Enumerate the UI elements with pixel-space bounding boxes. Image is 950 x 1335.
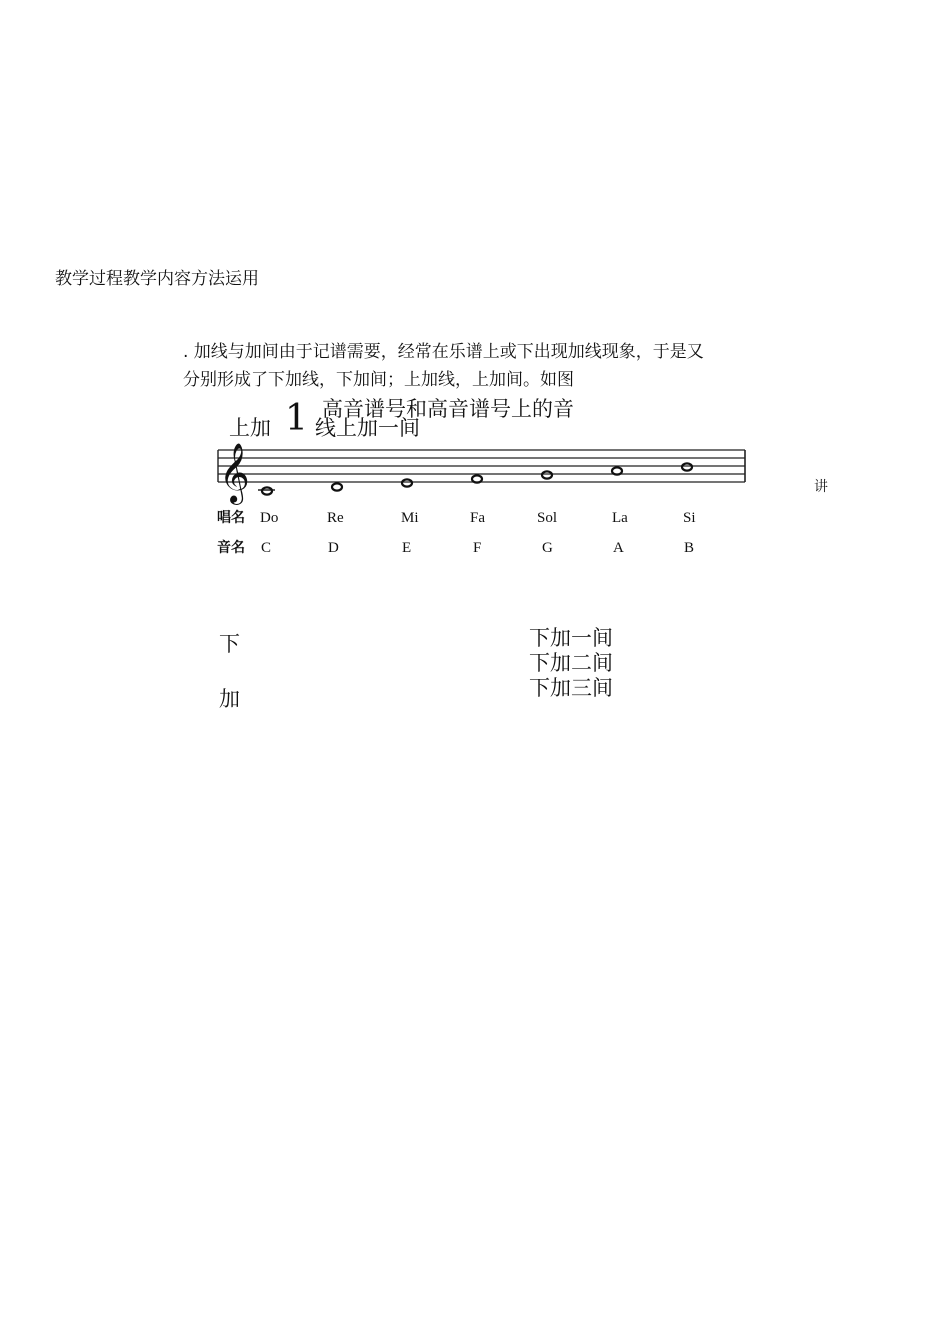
note-name-b: B (684, 540, 695, 556)
lower-left-char-1: 下 (219, 632, 240, 656)
note-la (612, 467, 622, 474)
note-heads (262, 463, 692, 494)
note-name-a: A (613, 540, 624, 556)
lower-left-char-2: 加 (219, 687, 240, 711)
note-name-row-label: 音名 (217, 540, 245, 556)
note-sol (542, 471, 552, 478)
lower-space-2: 下加二间 (529, 651, 613, 675)
upper-ledger-label-suffix: 线上加一间 (315, 416, 420, 440)
note-si (682, 463, 692, 470)
solfege-sol: Sol (537, 510, 558, 526)
solfege-fa: Fa (470, 510, 485, 526)
paragraph-line-2: 分别形成了下加线，下加间；上加线，上加间。如图 (183, 370, 574, 390)
solfege-la: La (612, 510, 628, 526)
treble-clef-icon: 𝄞 (219, 443, 250, 503)
note-name-f: F (473, 540, 482, 556)
solfege-mi: Mi (401, 510, 419, 526)
lower-space-3: 下加三间 (529, 676, 613, 700)
note-name-d: D (328, 540, 339, 556)
note-do (262, 487, 272, 494)
note-name-e: E (402, 540, 412, 556)
note-re (332, 483, 342, 490)
lower-space-3-clip (528, 672, 638, 700)
solfege-row-label: 唱名 (217, 510, 245, 526)
music-staff (215, 440, 755, 502)
note-mi (402, 479, 412, 486)
note-name-c: C (261, 540, 272, 556)
upper-ledger-label-number: 1 (285, 398, 308, 439)
note-name-g: G (542, 540, 553, 556)
paragraph-line-1: . 加线与加间由于记谱需要，经常在乐谱上或下出现加线现象，于是又 (183, 342, 704, 362)
lower-space-1: 下加一间 (529, 626, 613, 650)
side-margin-char: 讲 (814, 479, 828, 495)
lower-left-clip (218, 680, 248, 711)
note-fa (472, 475, 482, 482)
upper-ledger-label-prefix: 上加 (229, 416, 271, 440)
page-header: 教学过程教学内容方法运用 (55, 269, 259, 289)
solfege-do: Do (260, 510, 279, 526)
solfege-si: Si (683, 510, 696, 526)
solfege-re: Re (327, 510, 344, 526)
figure-title: 高音谱号和高音谱号上的音 (322, 397, 574, 421)
